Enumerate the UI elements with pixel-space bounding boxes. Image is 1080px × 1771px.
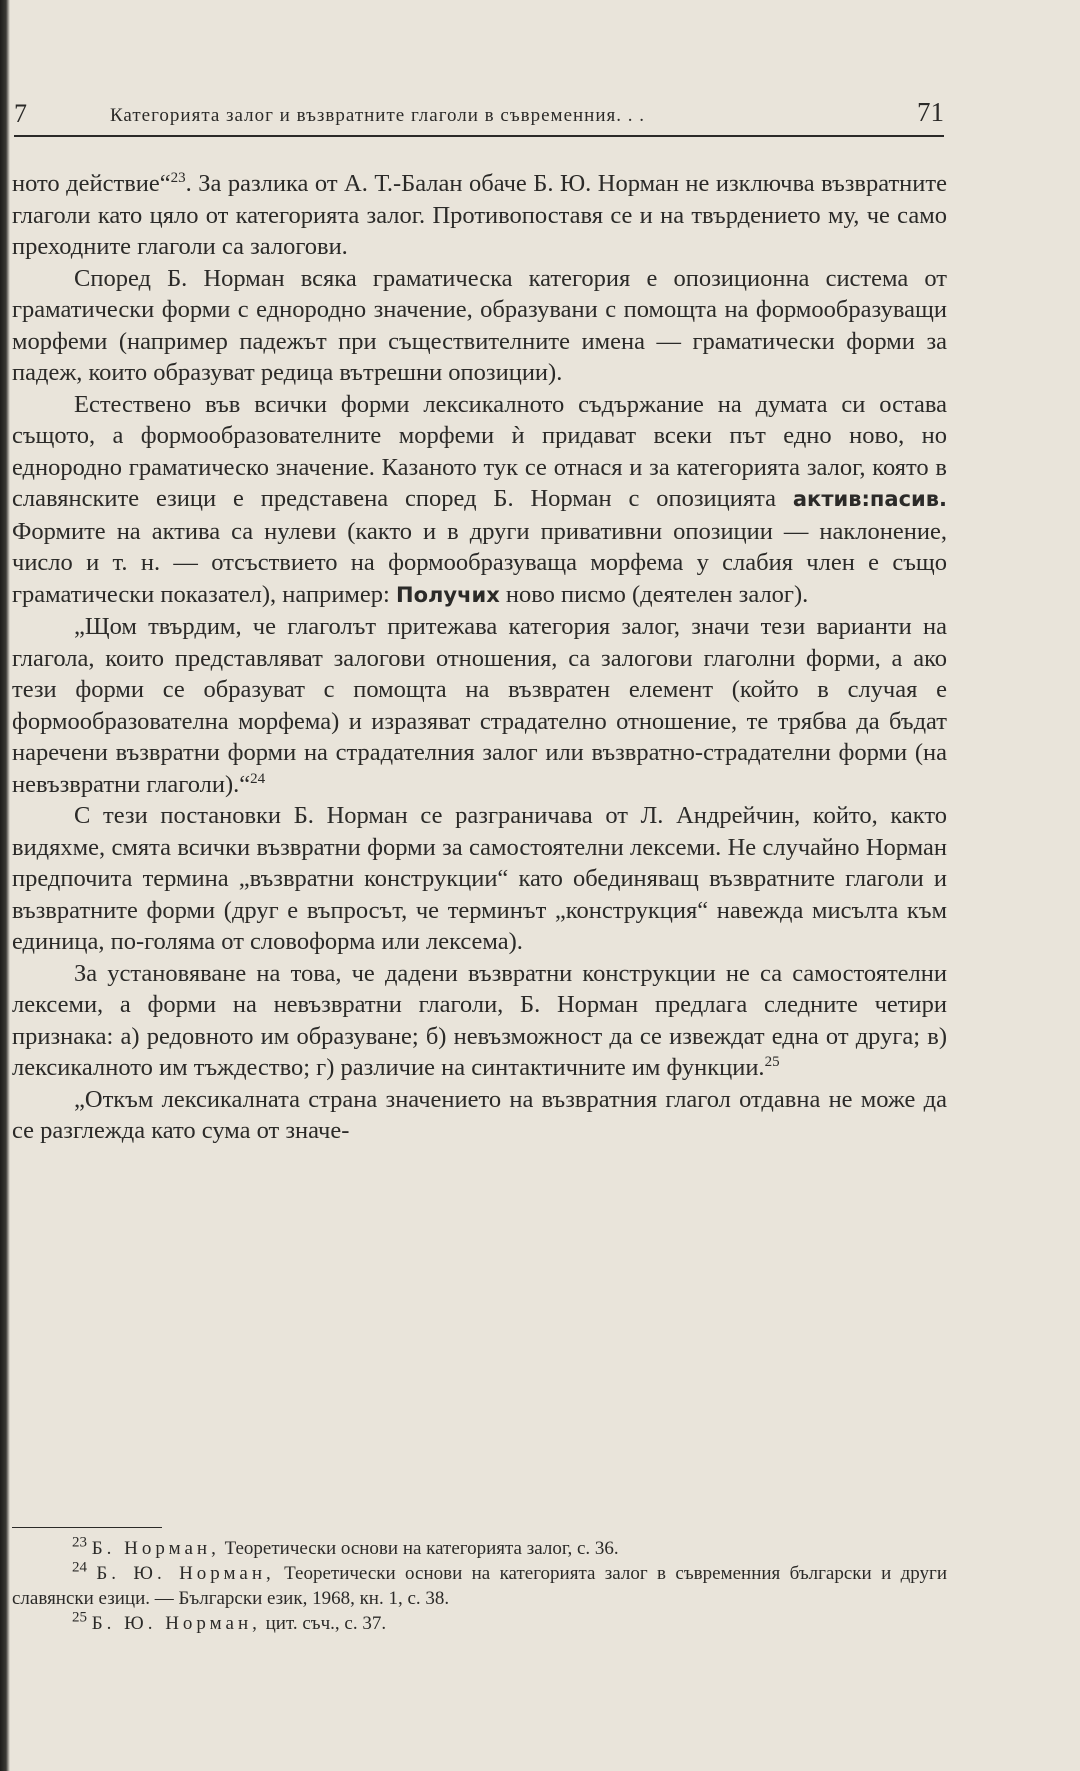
running-title: Категорията залог и възвратните глаголи в съвременния. . . [110, 105, 646, 126]
footnote-25 [12, 1611, 947, 1636]
paragraph-text: „Щом твърдим, че глаголът притежава категория залог, значи тези варианти на глагола, които представляват залогови отношения, са залогови глаголни форми, а ако тези форми се образуват с помощта на възвратен елемент (който в случая е формообразователна морфема) и изразяват страдателно отношение, те трябва да бъдат наречени възвратни форми на страдателния залог или възвратно-страдателни форми (на невъзвратни глаголи).“ [12, 613, 947, 798]
footnotes [12, 1536, 947, 1636]
footnote-author: Б. Норман, [91, 1538, 220, 1559]
footnote-number: 23 [72, 1534, 87, 1551]
footnote-number: 24 [72, 1559, 87, 1576]
paragraph-1 [12, 168, 947, 263]
paragraph-text: Формите на актива са нулеви (както и в други привативни опозиции — наклонение, число и т. н. — отсъствието на формообразуваща морфема у слабия член е също граматически показател), например: [12, 517, 947, 608]
paragraph-4-quote [12, 611, 947, 800]
footnote-24 [12, 1561, 947, 1611]
footnote-number: 25 [72, 1609, 87, 1626]
footnote-author: Б. Ю. Норман, [96, 1563, 275, 1584]
bold-term-active-passive: актив:пасив. [792, 487, 947, 511]
page-number: 71 [917, 97, 944, 127]
footnote-author: Б. Ю. Норман, [91, 1613, 261, 1634]
footnote-ref-23: 23 [170, 169, 186, 186]
left-margin-mark: 7 [14, 99, 27, 128]
footnote-text: Теоретически основи на категорията залог в съвременния български и други славянски езици. — Български език, 1968, кн. 1, с. 38. [12, 1563, 948, 1609]
paragraph-5: С тези постановки Б. Норман се разграничава от Л. Андрейчин, който, както видяхме, смята всички възвратни форми за самостоятелни лексеми. Не случайно Норман предпочита термина „възвратни конструкции“ като обединяващ възвратните глаголи и възвратните форми (друг е въпросът, че терминът „конструкция“ навежда мисълта към единица, по-голяма от словоформа или лексема). [12, 802, 947, 955]
main-text [12, 168, 947, 1147]
paragraph-3 [12, 389, 947, 612]
footnote-text: цит. съч., с. 37. [260, 1613, 387, 1634]
footnote-23 [12, 1536, 947, 1561]
footnote-ref-25: 25 [764, 1053, 780, 1070]
footnote-ref-24: 24 [250, 770, 266, 787]
footnote-divider [12, 1527, 162, 1528]
paragraph-text: ново писмо (деятелен залог). [499, 580, 809, 608]
footnote-text: Теоретически основи на категорията залог, с. 36. [219, 1538, 619, 1559]
paragraph-6 [12, 958, 947, 1084]
paragraph-text: . За разлика от А. Т.-Балан обаче Б. Ю. Норман не изключва възвратните глаголи като цяло от категорията залог. Противопоставя се и на твърдението му, че само преходните глаголи са залогови. [12, 170, 947, 260]
paragraph-text: Естествено във всички форми лексикалното съдържание на думата си остава същото, а формообразователните морфеми ѝ придават всеки път едно ново, но еднородно граматическо значение. Казаното тук се отнася и за категорията залог, която в славянските езици е представена според Б. Норман с опозицията [12, 390, 947, 512]
paragraph-text: ното действие“ [12, 170, 171, 197]
bold-example-word: Получих [396, 582, 500, 607]
running-header [14, 95, 944, 137]
paragraph-2: Според Б. Норман всяка граматическа категория е опозиционна система от граматически форми с еднородно значение, образувани с помощта на формообразуващи морфеми (например падежът при съществителните имена — граматически форми за падеж, които образуват редица вътрешни опозиции). [12, 264, 947, 386]
paragraph-7: „Откъм лексикалната страна значението на възвратния глагол отдавна не може да се разглежда като сума от значе- [12, 1085, 947, 1144]
paragraph-text: За установяване на това, че дадени възвратни конструкции не са самостоятелни лексеми, а форми на невъзвратни глаголи, Б. Норман предлага следните четири признака: а) редовното им образуване; б) невъзможност да се извеждат една от друга; в) лексикалното им тъждество; г) различие на синтактичните им функции. [12, 959, 947, 1081]
